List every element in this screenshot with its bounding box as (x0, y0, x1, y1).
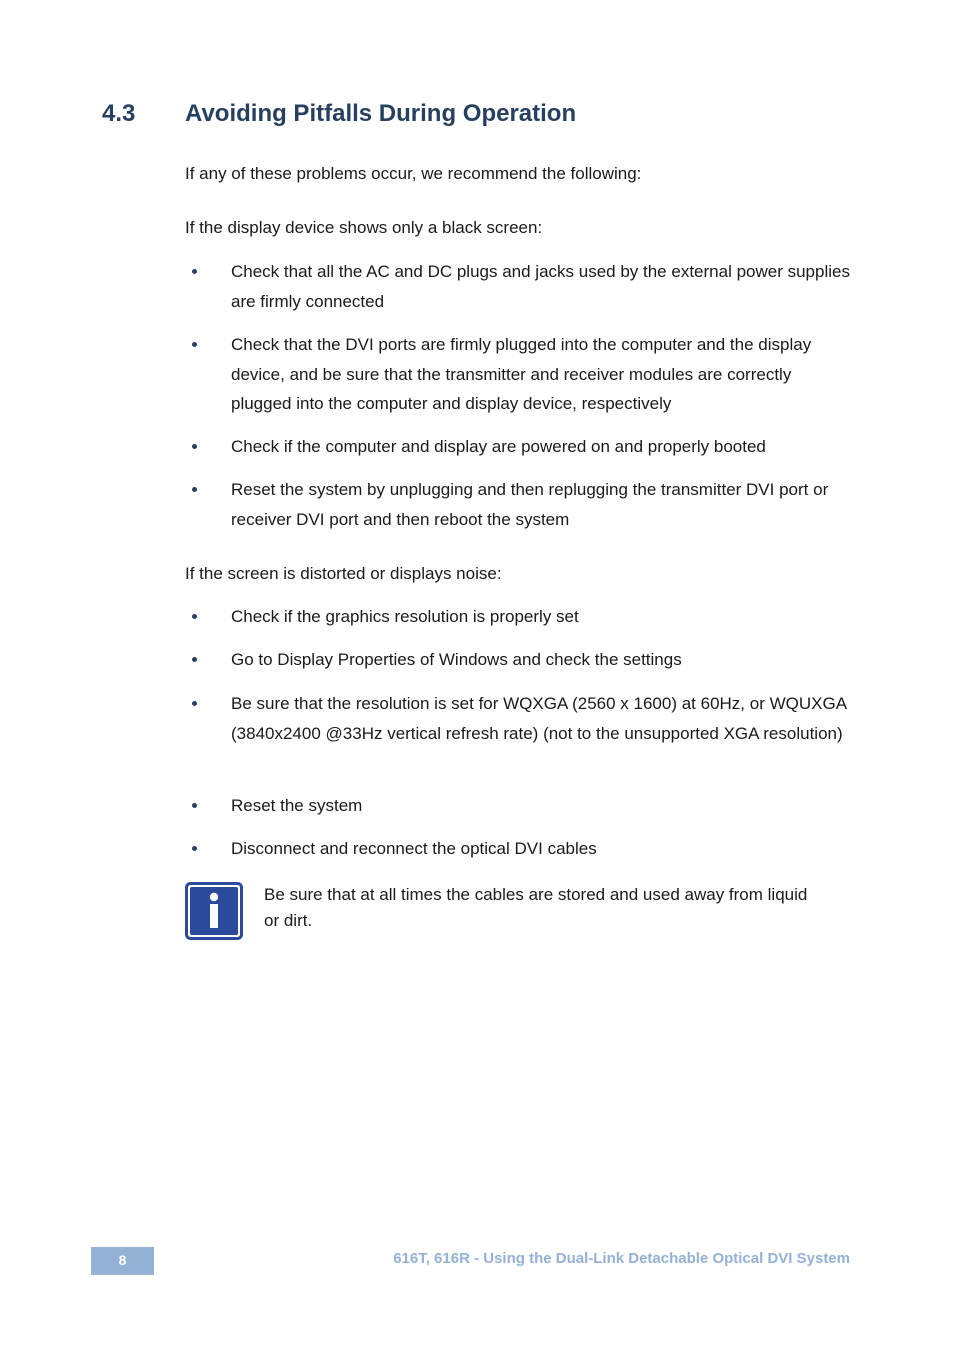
bullet-icon (192, 269, 197, 274)
list-item-text: Reset the system by unplugging and then replugging the transmitter DVI port or receiver DVI port and then reboot the system (231, 480, 829, 529)
black-screen-lead: If the display device shows only a black screen: (185, 218, 543, 237)
page-number: 8 (91, 1247, 154, 1275)
note-text: Be sure that at all times the cables are stored and used away from liquid or dirt. (264, 885, 808, 930)
list-item-text: Check that all the AC and DC plugs and jacks used by the external power supplies are firmly connected (231, 262, 850, 311)
distorted-lead: If the screen is distorted or displays noise: (185, 564, 502, 583)
list-item (185, 791, 855, 821)
bullet-icon (192, 342, 197, 347)
bullet-icon (192, 803, 197, 808)
list-item-text: Check if the computer and display are powered on and properly booted (231, 437, 766, 456)
list-item (185, 689, 855, 748)
list-item-text: Reset the system (231, 796, 363, 815)
list-item-text: Go to Display Properties of Windows and check the settings (231, 650, 682, 669)
section-title: Avoiding Pitfalls During Operation (185, 100, 577, 127)
bullet-icon (192, 487, 197, 492)
list-item (185, 834, 855, 864)
intro-paragraph: If any of these problems occur, we recommend the following: (185, 164, 642, 183)
info-note (185, 882, 855, 942)
footer-document-title: 616T, 616R - Using the Dual-Link Detachable Optical DVI System (393, 1250, 850, 1267)
bullet-icon (192, 701, 197, 706)
list-item (185, 257, 855, 316)
list-item (185, 602, 855, 632)
list-item-text: Disconnect and reconnect the optical DVI cables (231, 839, 597, 858)
bullet-icon (192, 444, 197, 449)
section-number: 4.3 (102, 100, 136, 127)
list-item (185, 432, 855, 462)
list-item (185, 330, 855, 419)
bullet-icon (192, 614, 197, 619)
bullet-icon (192, 657, 197, 662)
list-item-text: Check that the DVI ports are firmly plugged into the computer and the display device, and be sure that the transmitter and receiver modules are correctly plugged into the computer and display device, respectively (231, 335, 812, 413)
list-item-text: Check if the graphics resolution is properly set (231, 607, 579, 626)
list-item (185, 645, 855, 675)
list-item (185, 475, 855, 534)
bullet-icon (192, 846, 197, 851)
info-icon (185, 882, 243, 940)
list-item-text: Be sure that the resolution is set for WQXGA (2560 x 1600) at 60Hz, or WQUXGA (3840x2400 @33Hz vertical refresh rate) (not to the unsupported XGA resolution) (231, 694, 847, 743)
